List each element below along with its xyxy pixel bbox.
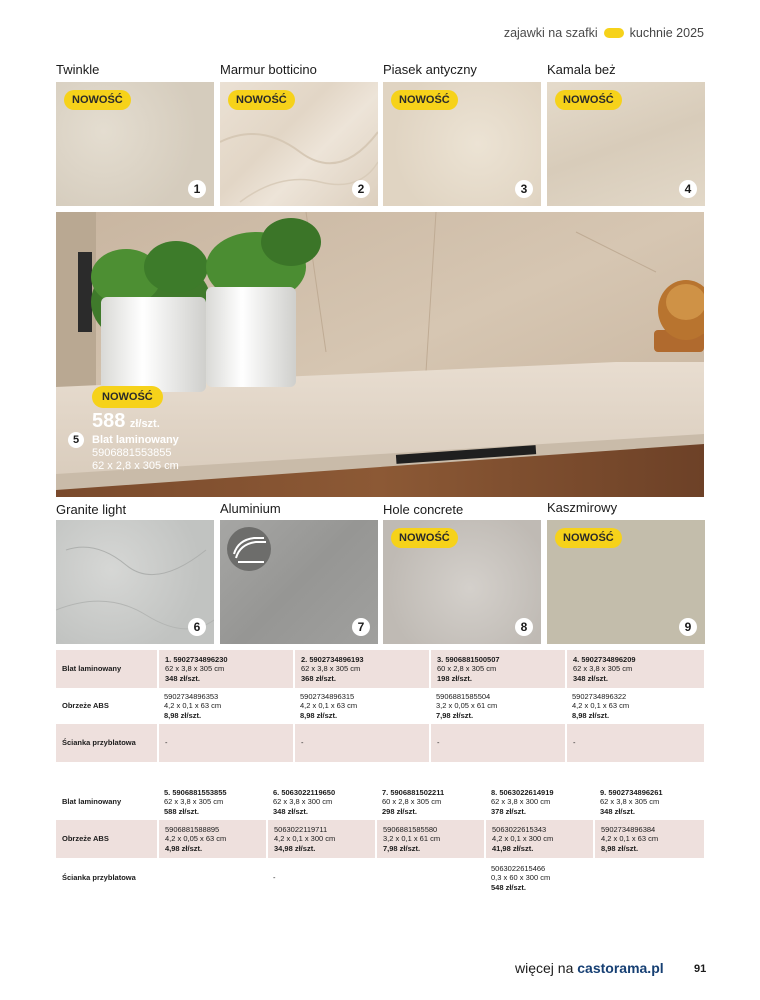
spec-table-2 bbox=[56, 784, 704, 898]
price-value: 588 bbox=[92, 410, 126, 432]
swatch-title-8: Hole concrete bbox=[383, 502, 464, 517]
swatch-marmur-botticino[interactable] bbox=[220, 82, 378, 206]
table-cell: 5902734896315 4,2 x 0,1 x 63 cm 8,98 zł/szt. bbox=[294, 688, 430, 724]
countertop-profile-icon bbox=[224, 524, 274, 574]
table-cell: 3. 5906881500507 60 x 2,8 x 305 cm 198 zł/szt. bbox=[430, 650, 566, 688]
table-cell: 5902734896384 4,2 x 0,1 x 63 cm 8,98 zł/szt. bbox=[594, 820, 704, 858]
spec-table-1 bbox=[56, 650, 704, 762]
table-cell: 1. 5902734896230 62 x 3,8 x 305 cm 348 zł/szt. bbox=[158, 650, 294, 688]
hero-product-info bbox=[92, 434, 179, 473]
table-cell: 5906881588895 4,2 x 0,05 x 63 cm 4,98 zł/szt. bbox=[158, 820, 267, 858]
swatch-number: 3 bbox=[515, 180, 533, 198]
page-header bbox=[504, 26, 704, 40]
price-unit: zł/szt. bbox=[129, 418, 160, 430]
table-cell: 5906881585504 3,2 x 0,05 x 61 cm 7,98 zł/szt. bbox=[430, 688, 566, 724]
table-cell: 5906881585580 3,2 x 0,1 x 61 cm 7,98 zł/szt. bbox=[376, 820, 485, 858]
swatch-title-4: Kamala beż bbox=[547, 62, 616, 77]
table-row bbox=[56, 784, 704, 820]
row-label: Obrzeże ABS bbox=[56, 820, 158, 858]
swatch-number: 6 bbox=[188, 618, 206, 636]
swatch-kamala-bez[interactable] bbox=[547, 82, 705, 206]
swatch-title-7: Aluminium bbox=[220, 501, 281, 516]
more-prefix: więcej na bbox=[515, 960, 574, 976]
table-cell bbox=[158, 858, 267, 898]
table-cell: 5. 5906881553855 62 x 3,8 x 305 cm 588 zł/szt. bbox=[158, 784, 267, 820]
new-badge: NOWOŚĆ bbox=[391, 90, 458, 110]
new-badge: NOWOŚĆ bbox=[92, 386, 163, 408]
table-cell: 5063022119711 4,2 x 0,1 x 300 cm 34,98 zł/szt. bbox=[267, 820, 376, 858]
table-cell: - bbox=[294, 724, 430, 762]
table-cell: 5902734896353 4,2 x 0,1 x 63 cm 8,98 zł/szt. bbox=[158, 688, 294, 724]
table-cell: 5063022615343 4,2 x 0,1 x 300 cm 41,98 zł/szt. bbox=[485, 820, 594, 858]
new-badge: NOWOŚĆ bbox=[64, 90, 131, 110]
swatch-kaszmirowy[interactable] bbox=[547, 520, 705, 644]
row-label: Ścianka przyblatowa bbox=[56, 724, 158, 762]
table-cell: - bbox=[158, 724, 294, 762]
row-label: Blat laminowany bbox=[56, 650, 158, 688]
table-row bbox=[56, 724, 704, 762]
more-link[interactable] bbox=[515, 960, 664, 976]
yellow-pill-icon bbox=[604, 28, 624, 38]
table-row bbox=[56, 688, 704, 724]
hero-product-name: Blat laminowany bbox=[92, 434, 179, 446]
swatch-hole-concrete[interactable] bbox=[383, 520, 541, 644]
table-cell: 9. 5902734896261 62 x 3,8 x 305 cm 348 zł/szt. bbox=[594, 784, 704, 820]
hero-product-code: 5906881553855 bbox=[92, 447, 172, 459]
table-cell bbox=[376, 858, 485, 898]
swatch-aluminium[interactable] bbox=[220, 520, 378, 644]
page-number: 91 bbox=[694, 963, 707, 975]
hero-kitchen-photo bbox=[56, 212, 704, 497]
table-cell: 2. 5902734896193 62 x 3,8 x 305 cm 368 zł/szt. bbox=[294, 650, 430, 688]
table-cell: 5902734896322 4,2 x 0,1 x 63 cm 8,98 zł/szt. bbox=[566, 688, 704, 724]
table-cell: - bbox=[430, 724, 566, 762]
table-row bbox=[56, 858, 704, 898]
castorama-link[interactable]: castorama.pl bbox=[577, 960, 664, 976]
new-badge: NOWOŚĆ bbox=[228, 90, 295, 110]
row-label: Blat laminowany bbox=[56, 784, 158, 820]
swatch-number: 2 bbox=[352, 180, 370, 198]
swatch-piasek-antyczny[interactable] bbox=[383, 82, 541, 206]
row-label: Obrzeże ABS bbox=[56, 688, 158, 724]
table-cell: - bbox=[267, 858, 376, 898]
swatch-twinkle[interactable] bbox=[56, 82, 214, 206]
table-cell: - bbox=[566, 724, 704, 762]
swatch-number: 4 bbox=[679, 180, 697, 198]
table-row bbox=[56, 650, 704, 688]
table-cell: 8. 5063022614919 62 x 3,8 x 300 cm 378 zł/szt. bbox=[485, 784, 594, 820]
new-badge: NOWOŚĆ bbox=[391, 528, 458, 548]
swatch-number: 9 bbox=[679, 618, 697, 636]
header-section-label: zajawki na szafki bbox=[503, 26, 598, 40]
swatch-title-6: Granite light bbox=[56, 502, 127, 517]
table-cell: 6. 5063022119650 62 x 3,8 x 300 cm 348 zł/szt. bbox=[267, 784, 376, 820]
row-label: Ścianka przyblatowa bbox=[56, 858, 158, 898]
new-badge: NOWOŚĆ bbox=[555, 528, 622, 548]
swatch-title-3: Piasek antyczny bbox=[383, 62, 477, 77]
swatch-granite-light[interactable] bbox=[56, 520, 214, 644]
swatch-title-9: Kaszmirowy bbox=[547, 500, 618, 515]
swatch-title-2: Marmur botticino bbox=[220, 62, 317, 77]
table-row bbox=[56, 820, 704, 858]
table-cell: 4. 5902734896209 62 x 3,8 x 305 cm 348 zł/szt. bbox=[566, 650, 704, 688]
swatch-number: 8 bbox=[515, 618, 533, 636]
hero-product-dims: 62 x 2,8 x 305 cm bbox=[92, 460, 179, 472]
header-catalog-label: kuchnie 2025 bbox=[629, 26, 704, 40]
swatch-number: 1 bbox=[188, 180, 206, 198]
hero-number: 5 bbox=[68, 432, 84, 448]
table-cell bbox=[594, 858, 704, 898]
swatch-number: 7 bbox=[352, 618, 370, 636]
table-cell: 7. 5906881502211 60 x 2,8 x 305 cm 298 zł/szt. bbox=[376, 784, 485, 820]
hero-price bbox=[92, 410, 160, 433]
table-cell: 5063022615466 0,3 x 60 x 300 cm 548 zł/szt. bbox=[485, 858, 594, 898]
swatch-title-1: Twinkle bbox=[56, 62, 100, 77]
new-badge: NOWOŚĆ bbox=[555, 90, 622, 110]
